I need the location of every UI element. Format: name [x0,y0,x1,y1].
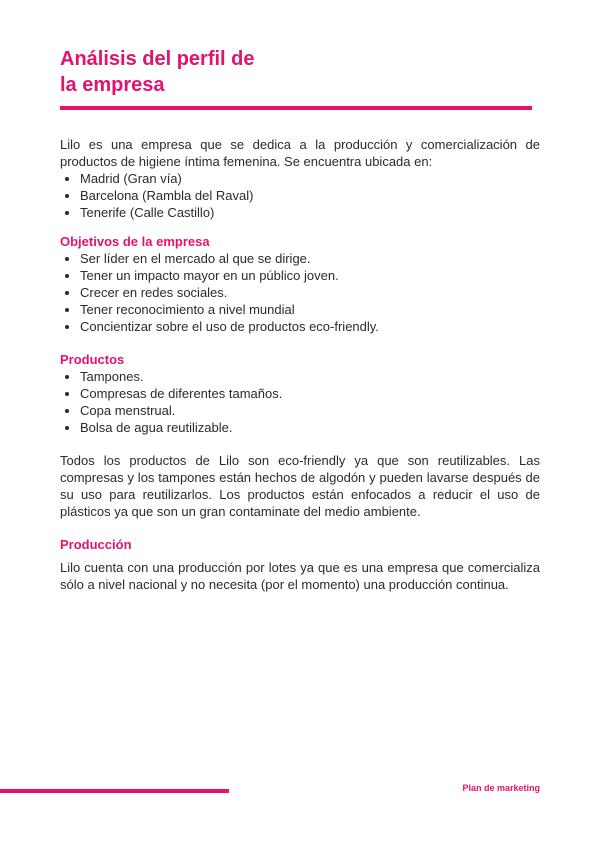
list-item: • Bolsa de agua reutilizable. [80,419,540,436]
document-body [60,136,540,593]
products-list [60,368,540,436]
list-item: • Crecer en redes sociales. [80,284,540,301]
list-item: • Tener reconocimiento a nivel mundial [80,301,540,318]
intro-paragraph: Lilo es una empresa que se dedica a la producción y comercialización de productos de higiene íntima femenina. Se encuentra ubicada en: [60,137,540,169]
list-item: • Madrid (Gran vía) [80,170,540,187]
products-paragraph: Todos los productos de Lilo son eco-friendly ya que son reutilizables. Las compresas y los tampones están hechos de algodón y pueden lavarse después de su uso para reutilizarlos. Los productos están enfocados a reducir el uso de plásticos ya que son un gran contaminate del medio ambiente. [60,453,540,519]
list-item: • Barcelona (Rambla del Raval) [80,187,540,204]
footer-divider [0,789,229,793]
objectives-list [60,250,540,335]
list-item: • Tampones. [80,368,540,385]
list-item: • Compresas de diferentes tamaños. [80,385,540,402]
locations-list [60,170,540,221]
page-title-line-1: Análisis del perfil de [60,48,255,70]
production-paragraph: Lilo cuenta con una producción por lotes ya que es una empresa que comercializa sólo a nivel nacional y no necesita (por el momento) una producción continua. [60,560,540,592]
list-item: • Tenerife (Calle Castillo) [80,204,540,221]
page-title [60,46,360,98]
title-divider [60,106,532,110]
list-item: • Tener un impacto mayor en un público joven. [80,267,540,284]
products-heading: Productos [60,352,125,367]
objectives-heading: Objetivos de la empresa [60,234,210,249]
list-item: • Copa menstrual. [80,402,540,419]
list-item: • Concientizar sobre el uso de productos eco-friendly. [80,318,540,335]
footer-label: Plan de marketing [462,783,540,793]
page-title-line-2: la empresa [60,74,165,96]
production-heading: Producción [60,537,132,552]
list-item: • Ser líder en el mercado al que se dirige. [80,250,540,267]
